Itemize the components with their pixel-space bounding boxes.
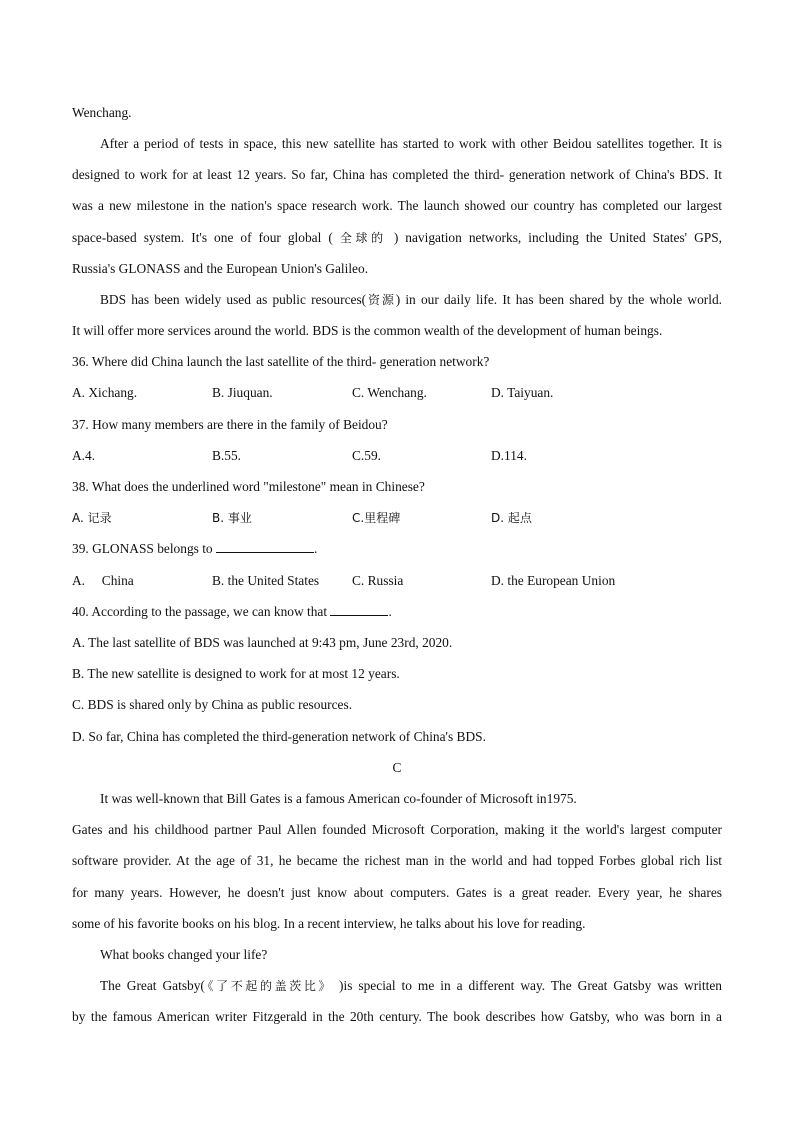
option-c: C.里程碑 [352,511,401,525]
option-a: A. Xichang. [72,385,138,400]
answer-blank [330,603,388,616]
option-b: B.55. [212,448,242,463]
text-line: space-based system. It's one of four global ( 全球的 ) navigation networks, including the United States' GPS, [72,230,722,245]
text-line: Gates and his childhood partner Paul Allen founded Microsoft Corporation, making it the world's largest computer [72,822,722,837]
option-d: D. the European Union [491,573,616,588]
text-line: was a new milestone in the nation's space research work. The launch showed our country has completed our largest [72,198,722,213]
option-b: B. Jiuquan. [212,385,273,400]
option-a: A. China [72,573,134,588]
chinese-gloss: 资源 [366,293,396,307]
option-a: A. 记录 [72,511,112,525]
text-line: It will offer more services around the world. BDS is the common wealth of the development of human beings. [72,323,663,338]
text-line: some of his favorite books on his blog. In a recent interview, he talks about his love for reading. [72,916,586,931]
option-a: A.4. [72,448,96,463]
text-line: The Great Gatsby(《了不起的盖茨比》 )is special to me in a different way. The Great Gatsby was written [100,978,722,993]
chinese-gloss: 全球的 [339,231,387,245]
text-line: for many years. However, he doesn't just know about computers. Gates is a great reader. Every year, he shares [72,885,722,900]
question-options [72,384,722,402]
question-stem: 37. How many members are there in the family of Beidou? [72,417,388,432]
option-a: A. The last satellite of BDS was launched at 9:43 pm, June 23rd, 2020. [72,635,453,650]
text-line: After a period of tests in space, this new satellite has started to work with other Beidou satellites together. It is [100,136,722,151]
option-d: D. So far, China has completed the third-generation network of China's BDS. [72,729,486,744]
option-c: C. Russia [352,573,404,588]
text-line: software provider. At the age of 31, he became the richest man in the world and had topped Forbes global rich list [72,853,722,868]
text-line: Wenchang. [72,105,132,120]
option-c: C. Wenchang. [352,385,427,400]
option-c: C. BDS is shared only by China as public resources. [72,697,353,712]
option-d: D.114. [491,448,527,463]
text-line: What books changed your life? [100,947,268,962]
question-stem: 38. What does the underlined word "milestone" mean in Chinese? [72,479,425,494]
section-heading: C [392,760,402,775]
question-options [72,572,722,590]
question-stem: 36. Where did China launch the last satellite of the third- generation network? [72,354,490,369]
text-line: It was well-known that Bill Gates is a famous American co-founder of Microsoft in1975. [100,791,577,806]
option-c: C.59. [352,448,382,463]
text-line: BDS has been widely used as public resources(资源) in our daily life. It has been shared by the whole world. [100,292,722,307]
option-d: D. Taiyuan. [491,385,554,400]
text-line: by the famous American writer Fitzgerald in the 20th century. The book describes how Gatsby, who was born in a [72,1009,722,1024]
option-b: B. The new satellite is designed to work for at most 12 years. [72,666,400,681]
option-b: B. the United States [212,573,320,588]
chinese-gloss: 《了不起的盖茨比》 [204,979,334,993]
option-b: B. 事业 [212,511,252,525]
answer-blank [216,540,314,553]
question-stem: 40. According to the passage, we can know that . [72,604,392,619]
question-options [72,447,722,465]
text-line: designed to work for at least 12 years. So far, China has completed the third- generation network of China's BDS. It [72,167,722,182]
option-d: D. 起点 [491,511,532,525]
question-options [72,509,722,527]
text-line: Russia's GLONASS and the European Union's Galileo. [72,261,369,276]
question-stem: 39. GLONASS belongs to . [72,541,318,556]
